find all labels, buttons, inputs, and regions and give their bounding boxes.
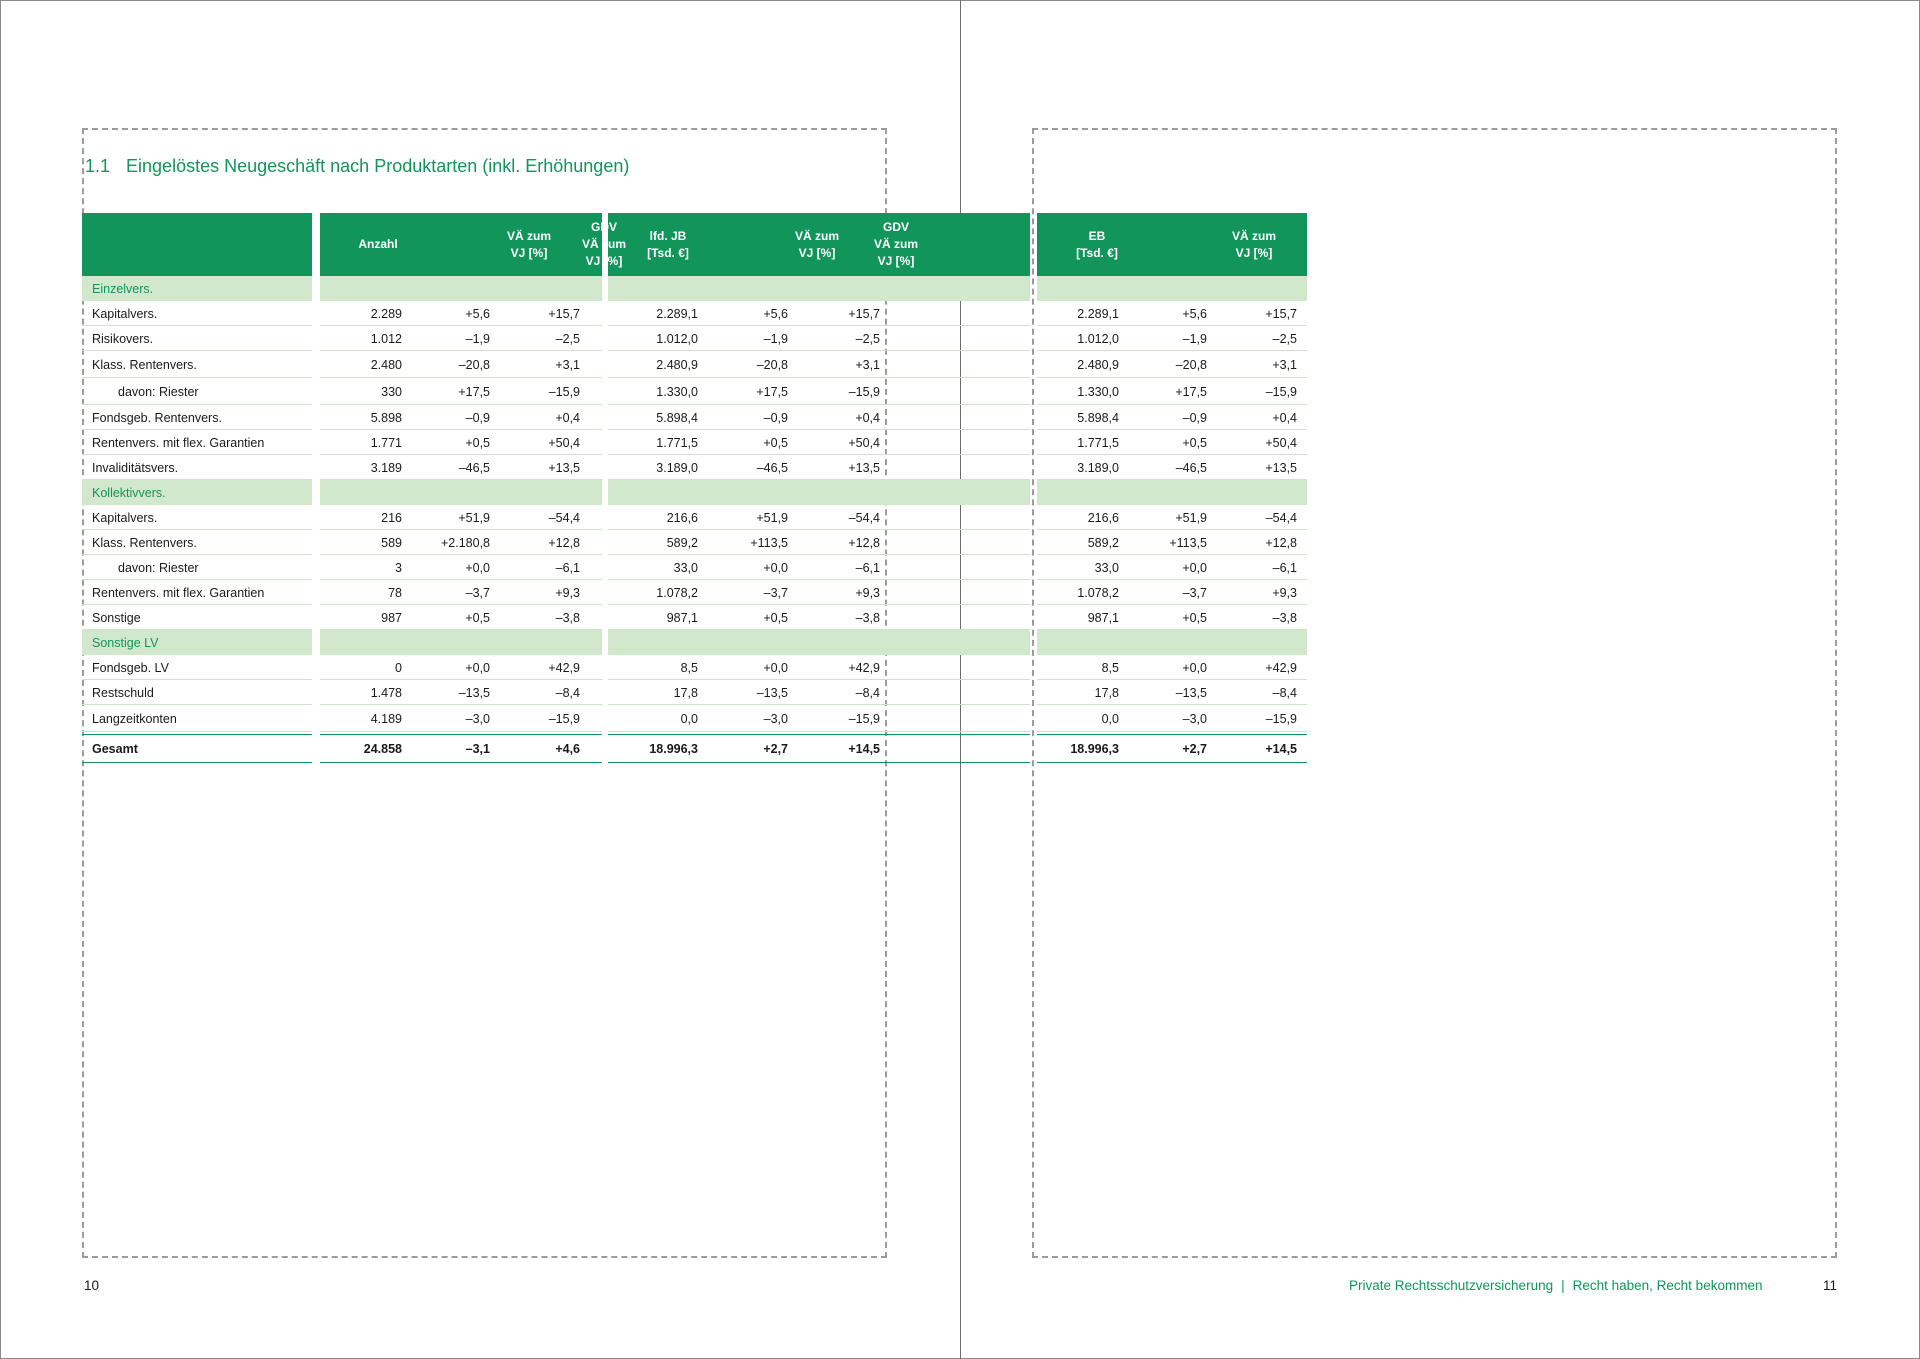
value-cell: +0,5 [763, 610, 788, 625]
value-cell: –3,1 [465, 741, 490, 756]
value-cell: 987,1 [1087, 610, 1119, 625]
value-cell: +0,5 [465, 610, 490, 625]
value-cell: +17,5 [756, 384, 788, 399]
table-row [82, 430, 1307, 455]
value-cell: 1.771 [370, 435, 402, 450]
value-cell: +0,4 [1272, 410, 1297, 425]
row-block [1037, 630, 1307, 655]
value-cell: +14,5 [848, 741, 880, 756]
value-cell: –6,1 [555, 560, 580, 575]
value-cell: 8,5 [1101, 660, 1119, 675]
value-cell: +42,9 [1265, 660, 1297, 675]
value-cell: +3,1 [1272, 357, 1297, 372]
value-cell: –0,9 [1182, 410, 1207, 425]
value-cell: 1.330,0 [1077, 384, 1119, 399]
value-cell: +51,9 [458, 510, 490, 525]
value-cell: –3,7 [465, 585, 490, 600]
row-label: davon: Riester [118, 560, 199, 575]
value-cell: +13,5 [548, 460, 580, 475]
value-cell: +3,1 [855, 357, 880, 372]
value-cell: 987 [381, 610, 402, 625]
value-cell: +0,5 [465, 435, 490, 450]
row-label: Rentenvers. mit flex. Garantien [92, 435, 265, 450]
value-cell: +0,5 [763, 435, 788, 450]
column-header: Anzahl [358, 237, 398, 251]
row-label: Fondsgeb. LV [92, 660, 169, 675]
value-cell: –3,7 [1182, 585, 1207, 600]
footer-separator: | [1561, 1278, 1565, 1293]
value-cell: 3.189,0 [1077, 460, 1119, 475]
value-cell: –8,4 [555, 685, 580, 700]
value-cell: +2,7 [763, 741, 788, 756]
value-cell: +5,6 [1182, 306, 1207, 321]
value-cell: –3,0 [465, 711, 490, 726]
row-block [608, 480, 1030, 505]
value-cell: 8,5 [680, 660, 698, 675]
value-cell: 33,0 [1094, 560, 1119, 575]
value-cell: –3,0 [763, 711, 788, 726]
value-cell: 1.012,0 [656, 331, 698, 346]
value-cell: –0,9 [763, 410, 788, 425]
value-cell: –3,7 [763, 585, 788, 600]
value-cell: 18.996,3 [1070, 741, 1119, 756]
section-number: 1.1 [85, 156, 111, 176]
row-block [1037, 276, 1307, 301]
value-cell: 5.898,4 [1077, 410, 1119, 425]
section-row [82, 630, 1307, 655]
value-cell: 0,0 [1101, 711, 1119, 726]
value-cell: +12,8 [548, 535, 580, 550]
value-cell: +0,0 [763, 660, 788, 675]
table-row [82, 455, 1307, 480]
value-cell: +50,4 [548, 435, 580, 450]
value-cell: 216,6 [666, 510, 698, 525]
value-cell: +0,0 [763, 560, 788, 575]
value-cell: 1.078,2 [656, 585, 698, 600]
row-block [1037, 480, 1307, 505]
row-block [608, 276, 1030, 301]
value-cell: +3,1 [555, 357, 580, 372]
value-cell: 2.480,9 [1077, 357, 1119, 372]
value-cell: –2,5 [555, 331, 580, 346]
table-row [82, 505, 1307, 530]
value-cell: +42,9 [548, 660, 580, 675]
value-cell: 1.771,5 [656, 435, 698, 450]
value-cell: +17,5 [458, 384, 490, 399]
value-cell: +0,4 [855, 410, 880, 425]
value-cell: +0,0 [465, 660, 490, 675]
row-label: davon: Riester [118, 384, 199, 399]
value-cell: 5.898 [370, 410, 402, 425]
value-cell: +17,5 [1175, 384, 1207, 399]
section-row [82, 276, 1307, 301]
footer-right-text: Recht haben, Recht bekommen [1572, 1278, 1763, 1293]
value-cell: –2,5 [855, 331, 880, 346]
value-cell: –15,9 [1265, 384, 1297, 399]
value-cell: –1,9 [1182, 331, 1207, 346]
value-cell: 3.189 [370, 460, 402, 475]
value-cell: +0,0 [1182, 660, 1207, 675]
value-cell: 330 [381, 384, 402, 399]
value-cell: –15,9 [548, 711, 580, 726]
value-cell: +42,9 [848, 660, 880, 675]
row-label: Klass. Rentenvers. [92, 357, 197, 372]
value-cell: +15,7 [848, 306, 880, 321]
value-cell: –54,4 [848, 510, 880, 525]
section-title-text: Eingelöstes Neugeschäft nach Produktarten (inkl. Erhöhungen) [126, 156, 630, 176]
value-cell: 1.330,0 [656, 384, 698, 399]
value-cell: 5.898,4 [656, 410, 698, 425]
column-header: EB [Tsd. €] [1076, 228, 1118, 260]
value-cell: –20,8 [1175, 357, 1207, 372]
value-cell: –15,9 [848, 384, 880, 399]
value-cell: +113,5 [750, 535, 788, 550]
section-row [82, 480, 1307, 505]
value-cell: 17,8 [1094, 685, 1119, 700]
value-cell: +113,5 [1169, 535, 1207, 550]
value-cell: 24.858 [363, 741, 402, 756]
value-cell: +0,0 [465, 560, 490, 575]
row-label: Invaliditätsvers. [92, 460, 179, 475]
value-cell: +15,7 [1265, 306, 1297, 321]
value-cell: 0,0 [680, 711, 698, 726]
value-cell: –8,4 [855, 685, 880, 700]
value-cell: 4.189 [370, 711, 402, 726]
row-label: Gesamt [92, 741, 138, 756]
value-cell: 589 [381, 535, 402, 550]
value-cell: –3,8 [855, 610, 880, 625]
value-cell: 17,8 [673, 685, 698, 700]
row-block [320, 480, 602, 505]
value-cell: –3,8 [555, 610, 580, 625]
value-cell: +5,6 [763, 306, 788, 321]
value-cell: +0,0 [1182, 560, 1207, 575]
section-label: Einzelvers. [92, 281, 154, 296]
value-cell: –0,9 [465, 410, 490, 425]
row-block [608, 630, 1030, 655]
column-header: VÄ zum VJ [%] [1231, 228, 1276, 260]
table-row [82, 555, 1307, 580]
total-row [82, 734, 1307, 763]
table-row [82, 655, 1307, 680]
value-cell: 2.289,1 [1077, 306, 1119, 321]
table-row [82, 580, 1307, 605]
value-cell: +50,4 [1265, 435, 1297, 450]
value-cell: –15,9 [848, 711, 880, 726]
value-cell: +9,3 [855, 585, 880, 600]
value-cell: +12,8 [848, 535, 880, 550]
row-label: Langzeitkonten [92, 711, 177, 726]
row-label: Restschuld [92, 685, 154, 700]
value-cell: –13,5 [756, 685, 788, 700]
value-cell: –54,4 [548, 510, 580, 525]
value-cell: 0 [395, 660, 402, 675]
value-cell: 2.289,1 [656, 306, 698, 321]
value-cell: –15,9 [548, 384, 580, 399]
column-header: GDV VÄ zum VJ [%] [873, 220, 918, 268]
value-cell: +14,5 [1265, 741, 1297, 756]
value-cell: +9,3 [1272, 585, 1297, 600]
value-cell: –3,8 [1272, 610, 1297, 625]
value-cell: 3.189,0 [656, 460, 698, 475]
value-cell: +15,7 [548, 306, 580, 321]
value-cell: –46,5 [1175, 460, 1207, 475]
value-cell: 1.012 [370, 331, 402, 346]
value-cell: 3 [395, 560, 402, 575]
value-cell: 2.480 [370, 357, 402, 372]
row-block [320, 630, 602, 655]
value-cell: +50,4 [848, 435, 880, 450]
value-cell: 216 [381, 510, 402, 525]
value-cell: 589,2 [1087, 535, 1119, 550]
row-label: Klass. Rentenvers. [92, 535, 197, 550]
running-footer [1349, 1278, 1762, 1293]
column-header: VÄ zum VJ [%] [794, 228, 839, 260]
value-cell: 1.771,5 [1077, 435, 1119, 450]
value-cell: –54,4 [1265, 510, 1297, 525]
table-header-row [82, 213, 1356, 276]
value-cell: 1.012,0 [1077, 331, 1119, 346]
table-row [82, 705, 1307, 732]
row-label: Rentenvers. mit flex. Garantien [92, 585, 265, 600]
row-label: Kapitalvers. [92, 510, 158, 525]
value-cell: +2,7 [1182, 741, 1207, 756]
value-cell: 1.078,2 [1077, 585, 1119, 600]
value-cell: 2.289 [370, 306, 402, 321]
table-row [82, 378, 1307, 405]
value-cell: +2.180,8 [440, 535, 490, 550]
table-row [82, 326, 1307, 351]
value-cell: +12,8 [1265, 535, 1297, 550]
value-cell: +0,4 [555, 410, 580, 425]
value-cell: –46,5 [458, 460, 490, 475]
section-title [85, 156, 629, 177]
value-cell: –20,8 [458, 357, 490, 372]
value-cell: 78 [388, 585, 402, 600]
value-cell: –1,9 [763, 331, 788, 346]
value-cell: –13,5 [458, 685, 490, 700]
section-label: Sonstige LV [92, 635, 159, 650]
value-cell: 18.996,3 [649, 741, 698, 756]
value-cell: +51,9 [1175, 510, 1207, 525]
row-block [320, 276, 602, 301]
value-cell: +13,5 [1265, 460, 1297, 475]
value-cell: –6,1 [1272, 560, 1297, 575]
table-row [82, 301, 1307, 326]
row-label: Sonstige [92, 610, 141, 625]
value-cell: –1,9 [465, 331, 490, 346]
table-row [82, 605, 1307, 630]
value-cell: –2,5 [1272, 331, 1297, 346]
column-header: VÄ zum VJ [%] [506, 228, 551, 260]
column-header: lfd. JB [Tsd. €] [647, 228, 689, 260]
value-cell: +51,9 [756, 510, 788, 525]
table-row [82, 405, 1307, 430]
value-cell: –15,9 [1265, 711, 1297, 726]
value-cell: +4,6 [555, 741, 580, 756]
row-label: Risikovers. [92, 331, 154, 346]
value-cell: 1.478 [370, 685, 402, 700]
table-row [82, 351, 1307, 378]
value-cell: –20,8 [756, 357, 788, 372]
header-block [82, 213, 312, 276]
footer-left-text: Private Rechtsschutzversicherung [1349, 1278, 1554, 1293]
table-row [82, 680, 1307, 705]
value-cell: +0,5 [1182, 610, 1207, 625]
column-header: GDV VÄ zum VJ [%] [1311, 220, 1356, 268]
value-cell: –8,4 [1272, 685, 1297, 700]
value-cell: 987,1 [666, 610, 698, 625]
value-cell: +5,6 [465, 306, 490, 321]
value-cell: +9,3 [555, 585, 580, 600]
row-label: Kapitalvers. [92, 306, 158, 321]
column-header: GDV VÄ zum VJ [%] [581, 220, 626, 268]
value-cell: 33,0 [673, 560, 698, 575]
value-cell: +13,5 [848, 460, 880, 475]
value-cell: –3,0 [1182, 711, 1207, 726]
value-cell: –13,5 [1175, 685, 1207, 700]
value-cell: 589,2 [666, 535, 698, 550]
table-row [82, 530, 1307, 555]
page-number-right: 11 [1823, 1278, 1838, 1293]
page-number-left: 10 [84, 1278, 100, 1293]
value-cell: –6,1 [855, 560, 880, 575]
value-cell: –46,5 [756, 460, 788, 475]
row-label: Fondsgeb. Rentenvers. [92, 410, 222, 425]
section-label: Kollektivvers. [92, 485, 166, 500]
value-cell: +0,5 [1182, 435, 1207, 450]
value-cell: 2.480,9 [656, 357, 698, 372]
value-cell: 216,6 [1087, 510, 1119, 525]
